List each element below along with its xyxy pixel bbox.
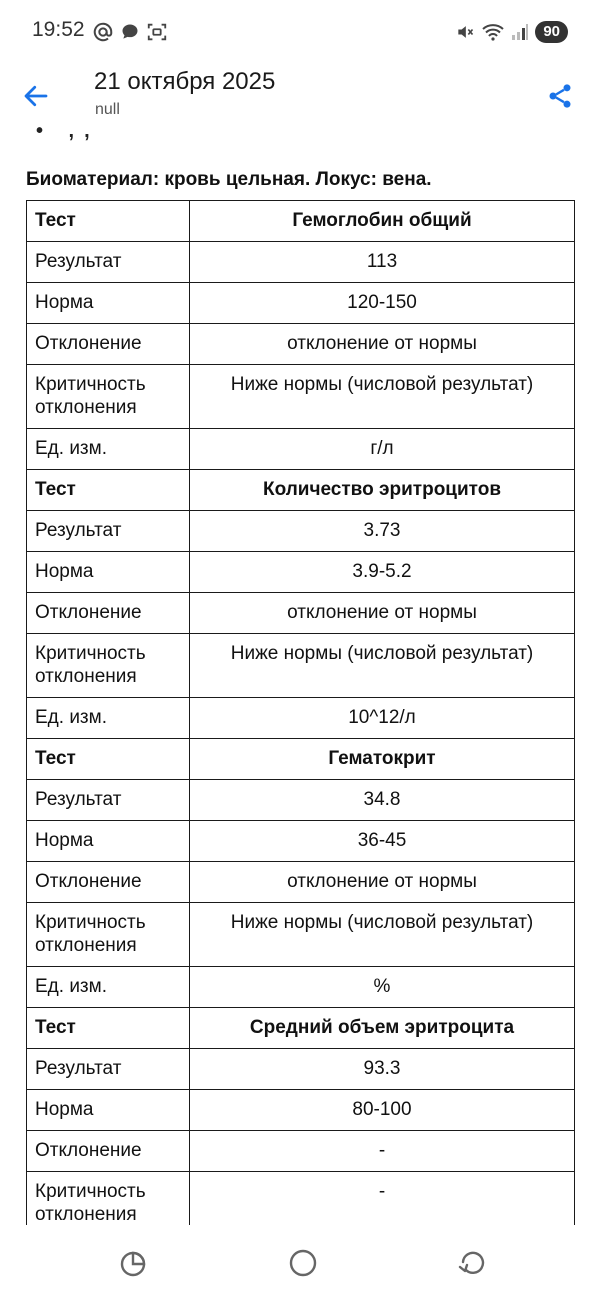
row-label: Результат xyxy=(27,1049,190,1090)
status-system-icons xyxy=(455,20,568,44)
row-value: отклонение от нормы xyxy=(190,862,575,903)
page-subtitle: null xyxy=(95,101,120,118)
signal-icon xyxy=(511,23,529,41)
results-table xyxy=(26,200,575,1277)
row-label: Тест xyxy=(27,470,190,511)
row-label: Норма xyxy=(27,283,190,324)
report-content[interactable] xyxy=(0,120,600,1225)
battery-level: 90 xyxy=(535,21,568,43)
table-row xyxy=(27,780,575,821)
row-value: 120-150 xyxy=(190,283,575,324)
row-value: отклонение от нормы xyxy=(190,324,575,365)
table-row xyxy=(27,283,575,324)
row-label: Тест xyxy=(27,1008,190,1049)
screenshot-icon xyxy=(146,21,168,43)
row-label: Отклонение xyxy=(27,324,190,365)
table-row xyxy=(27,862,575,903)
row-value: 3.9-5.2 xyxy=(190,552,575,593)
row-value: 93.3 xyxy=(190,1049,575,1090)
home-icon xyxy=(286,1246,320,1280)
table-row xyxy=(27,1090,575,1131)
row-value: Ниже нормы (числовой результат) xyxy=(190,903,575,967)
table-row xyxy=(27,242,575,283)
clipped-text: • ,, xyxy=(36,120,100,142)
row-label: Отклонение xyxy=(27,593,190,634)
row-value: 3.73 xyxy=(190,511,575,552)
row-label: Отклонение xyxy=(27,1131,190,1172)
biomaterial-heading: Биоматериал: кровь цельная. Локус: вена. xyxy=(26,169,432,190)
row-label: Критичность отклонения xyxy=(27,365,190,429)
row-label: Норма xyxy=(27,552,190,593)
app-bar xyxy=(0,64,600,128)
row-label: Критичность отклонения xyxy=(27,634,190,698)
share-button[interactable] xyxy=(540,76,580,116)
results-table-body xyxy=(27,201,575,1277)
row-value: Количество эритроцитов xyxy=(190,470,575,511)
table-row xyxy=(27,698,575,739)
row-value: Гематокрит xyxy=(190,739,575,780)
row-label: Ед. изм. xyxy=(27,967,190,1008)
system-back-button[interactable] xyxy=(450,1241,494,1285)
row-value: отклонение от нормы xyxy=(190,593,575,634)
row-value: г/л xyxy=(190,429,575,470)
mute-icon xyxy=(455,22,475,42)
table-row xyxy=(27,365,575,429)
table-row xyxy=(27,903,575,967)
test-header-row xyxy=(27,470,575,511)
row-label: Критичность отклонения xyxy=(27,903,190,967)
status-time: 19:52 xyxy=(32,18,85,41)
table-row xyxy=(27,324,575,365)
status-bar xyxy=(0,0,600,64)
row-label: Результат xyxy=(27,780,190,821)
arrow-left-icon xyxy=(21,81,51,111)
back-icon xyxy=(455,1246,489,1280)
recents-icon xyxy=(118,1246,152,1280)
table-row xyxy=(27,552,575,593)
row-value: 113 xyxy=(190,242,575,283)
row-value: Ниже нормы (числовой результат) xyxy=(190,634,575,698)
row-label: Норма xyxy=(27,821,190,862)
row-label: Тест xyxy=(27,201,190,242)
row-label: Результат xyxy=(27,511,190,552)
row-value: % xyxy=(190,967,575,1008)
row-value: 34.8 xyxy=(190,780,575,821)
row-label: Ед. изм. xyxy=(27,429,190,470)
at-sign-icon xyxy=(92,21,114,43)
status-notification-icons xyxy=(92,20,168,44)
row-label: Норма xyxy=(27,1090,190,1131)
row-value: 36-45 xyxy=(190,821,575,862)
row-value: 80-100 xyxy=(190,1090,575,1131)
table-row xyxy=(27,634,575,698)
navigation-bar xyxy=(0,1225,600,1299)
row-value: - xyxy=(190,1131,575,1172)
row-value: Ниже нормы (числовой результат) xyxy=(190,365,575,429)
row-label: Критичность отклонения xyxy=(27,1172,190,1236)
back-button[interactable] xyxy=(16,76,56,116)
home-button[interactable] xyxy=(281,1241,325,1285)
share-icon xyxy=(546,82,574,110)
row-label: Отклонение xyxy=(27,862,190,903)
row-value: 10^12/л xyxy=(190,698,575,739)
test-header-row xyxy=(27,739,575,780)
table-row xyxy=(27,593,575,634)
table-row xyxy=(27,429,575,470)
row-value: - xyxy=(190,1172,575,1236)
wifi-icon xyxy=(481,22,505,42)
table-row xyxy=(27,967,575,1008)
row-label: Ед. изм. xyxy=(27,698,190,739)
test-header-row xyxy=(27,201,575,242)
row-value: Средний объем эритроцита xyxy=(190,1008,575,1049)
chat-bubble-icon xyxy=(120,22,140,42)
row-value: Гемоглобин общий xyxy=(190,201,575,242)
test-header-row xyxy=(27,1008,575,1049)
recents-button[interactable] xyxy=(113,1241,157,1285)
table-row xyxy=(27,821,575,862)
row-label: Результат xyxy=(27,242,190,283)
table-row xyxy=(27,1049,575,1090)
table-row xyxy=(27,511,575,552)
row-label: Тест xyxy=(27,739,190,780)
table-row xyxy=(27,1131,575,1172)
page-title: 21 октября 2025 xyxy=(94,68,276,95)
